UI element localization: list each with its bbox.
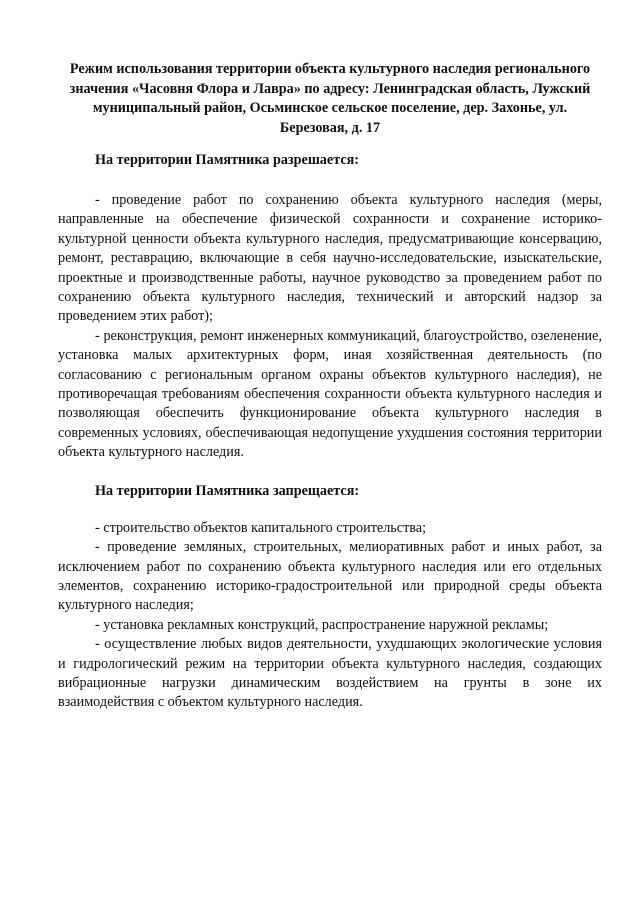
allowed-item: - проведение работ по сохранению объекта культурного наследия (меры, направленные на обеспечение физической сохранности и сохранение историко-культурной ценности объекта культурного наследия, предусматривающие консервацию, ремонт, реставрацию, включающие в себя научно-исследовательские, изыскательские, проектные и производственные работы, научное руководство за проведением работ по сохранению объекта культурного наследия, технический и авторский надзор за проведением этих работ); (58, 192, 602, 325)
forbidden-heading: На территории Памятника запрещается: (95, 482, 360, 499)
forbidden-list (58, 519, 602, 713)
forbidden-item: - осуществление любых видов деятельности, ухудшающих экологические условия и гидрологический режим на территории объекта культурного наследия, создающих вибрационные нагрузки динамическим воздействием на грунты в зоне их взаимодействия с объектом культурного наследия. (58, 636, 602, 711)
forbidden-item: - установка рекламных конструкций, распространение наружной рекламы; (95, 616, 549, 633)
forbidden-item: - строительство объектов капитального строительства; (95, 519, 427, 536)
allowed-heading: На территории Памятника разрешается: (95, 152, 360, 168)
document-page (58, 60, 602, 713)
forbidden-item: - проведение земляных, строительных, мелиоративных работ и иных работ, за исключением работ по сохранению объекта культурного наследия или его отдельных элементов, сохранению историко-градостроительной или природной среды объекта культурного наследия; (58, 539, 602, 614)
allowed-item: - реконструкция, ремонт инженерных коммуникаций, благоустройство, озеленение, установка малых архитектурных форм, иная хозяйственная деятельность (по согласованию с региональным органом охраны объектов культурного наследия), не противоречащая требованиям обеспечения сохранности объекта культурного наследия и позволяющая обеспечить функционирование объекта культурного наследия в современных условиях, обеспечивающая недопущение ухудшения состояния территории объекта культурного наследия. (58, 327, 602, 461)
allowed-list (58, 191, 602, 463)
document-title: Режим использования территории объекта культурного наследия регионального значения «Часовня Флора и Лавра» по адресу: Ленинградская область, Лужский муниципальный район, Осьминское сельское поселение, дер. Захонье, ул. Березовая, д. 17 (69, 61, 591, 136)
